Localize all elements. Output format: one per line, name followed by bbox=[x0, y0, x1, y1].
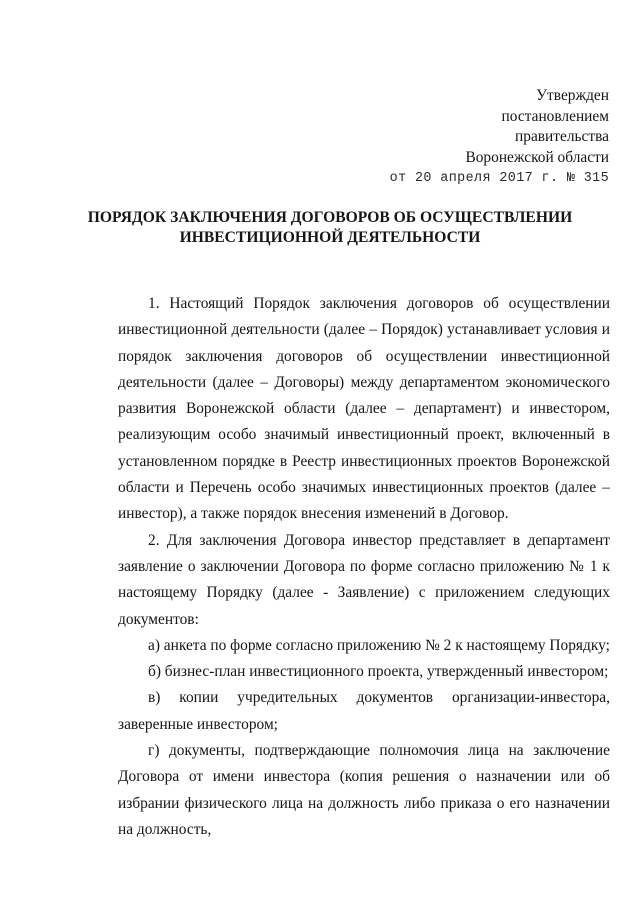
approval-line: Утвержден bbox=[536, 87, 609, 104]
title-line: ПОРЯДОК ЗАКЛЮЧЕНИЯ ДОГОВОРОВ ОБ ОСУЩЕСТВЛЕНИИ bbox=[87, 209, 573, 226]
document-title bbox=[60, 208, 600, 248]
list-item-a: а) анкета по форме согласно приложению № 2 к настоящему Порядку; bbox=[148, 636, 610, 654]
list-item-b: б) бизнес-план инвестиционного проекта, утвержденный инвестором; bbox=[148, 663, 609, 681]
document-body bbox=[118, 291, 610, 843]
paragraph-2: 2. Для заключения Договора инвестор представляет в департамент заявление о заключении Договора по форме согласно приложению № 1 к настоящему Порядку (далее - Заявление) с приложением следующих документов: bbox=[118, 531, 610, 628]
list-item-c: в) копии учредительных документов организации-инвестора, заверенные инвестором; bbox=[118, 689, 610, 733]
approval-line: правительства bbox=[515, 128, 609, 145]
approval-line: постановлением bbox=[501, 107, 609, 125]
list-item-d: г) документы, подтверждающие полномочия лица на заключение Договора от имени инвестора (копия решения о назначении или об избрании физического лица на должность либо приказа о его назначении на должность, bbox=[118, 742, 610, 838]
title-line: ИНВЕСТИЦИОННОЙ ДЕЯТЕЛЬНОСТИ bbox=[179, 229, 481, 246]
approval-line: Воронежской области bbox=[465, 148, 609, 166]
paragraph-1: 1. Настоящий Порядок заключения договоров об осуществлении инвестиционной деятельности (далее – Порядок) устанавливает условия и порядок заключения договоров об осуществлении инвестиционной деятельности (далее – Договоры) между департаментом экономического развития Воронежской области (далее – департамент) и инвестором, реализующим особо значимый инвестиционный проект, включенный в установленном порядке в Реестр инвестиционных проектов Воронежской области и Перечень особо значимых инвестиционных проектов (далее – инвестор), а также порядок внесения изменений в Договор. bbox=[118, 295, 610, 523]
approval-date-number: от 20 апреля 2017 г. № 315 bbox=[389, 171, 609, 186]
approval-stamp bbox=[390, 86, 609, 190]
